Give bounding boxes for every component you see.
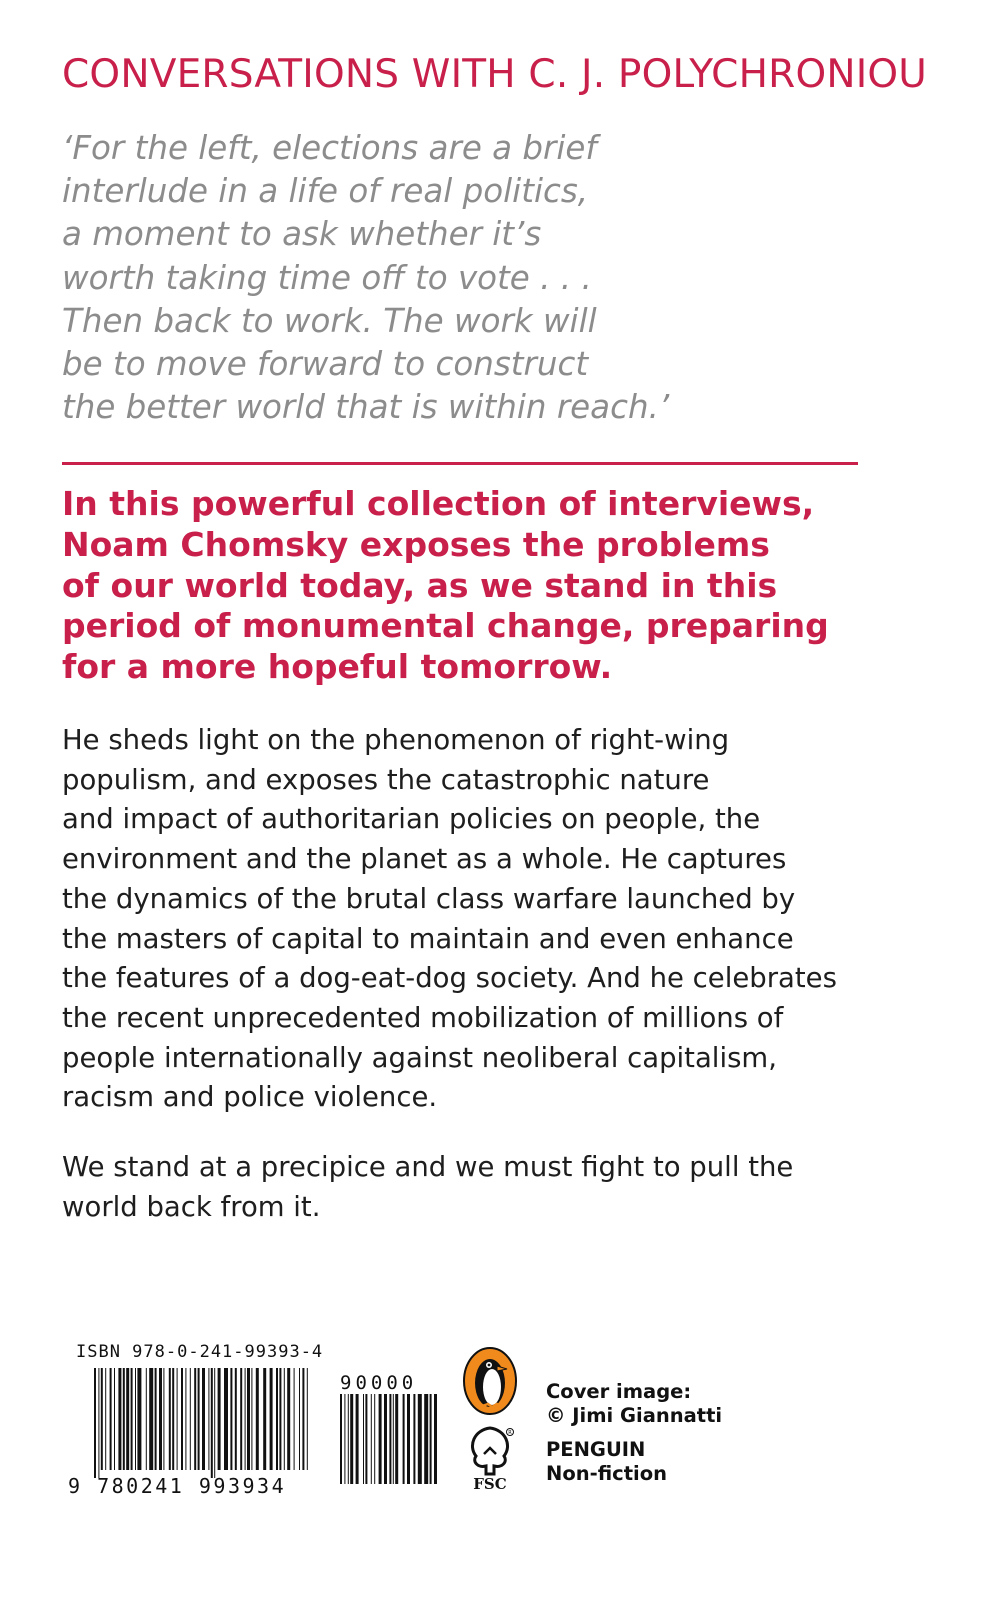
barcode-bar xyxy=(430,1394,432,1484)
book-category: Non-fiction xyxy=(546,1462,667,1485)
barcode-bar xyxy=(365,1394,367,1484)
barcode-bar xyxy=(214,1368,215,1478)
barcode-bar xyxy=(407,1394,410,1484)
barcode-bar xyxy=(251,1368,252,1470)
body-line: populism, and exposes the catastrophic nature xyxy=(62,763,710,796)
price-addon-digits: 90000 xyxy=(340,1372,418,1394)
barcode-bar xyxy=(98,1368,99,1478)
body-line: We stand at a precipice and we must fight to pull the xyxy=(62,1151,794,1183)
body-line: He sheds light on the phenomenon of right-wing xyxy=(62,724,730,756)
quote-line: the better world that is within reach.’ xyxy=(62,388,670,427)
isbn-barcode xyxy=(94,1368,316,1478)
barcode-bar xyxy=(114,1368,115,1470)
barcode-bar xyxy=(294,1368,295,1470)
cover-image-credit: © Jimi Giannatti xyxy=(546,1404,723,1427)
barcode-bar xyxy=(240,1368,242,1470)
barcode-bar xyxy=(149,1368,153,1470)
body-line: world back from it. xyxy=(62,1190,321,1223)
quote-line: ‘For the left, elections are a brief xyxy=(62,129,597,167)
barcode-bar xyxy=(350,1394,353,1484)
barcode-bar xyxy=(211,1368,213,1478)
quote-line: Then back to work. The work will xyxy=(62,301,597,340)
penguin-icon xyxy=(462,1346,518,1416)
cover-image-label: Cover image: xyxy=(546,1380,692,1403)
barcode-bar xyxy=(110,1368,112,1470)
barcode-bar xyxy=(379,1394,382,1484)
pull-quote xyxy=(62,127,669,429)
isbn-label: ISBN 978-0-241-99393-4 xyxy=(76,1342,324,1362)
barcode-bar xyxy=(307,1368,308,1470)
series-title: CONVERSATIONS WITH C. J. POLYCHRONIOU xyxy=(62,52,928,97)
barcode-bar xyxy=(101,1368,103,1470)
barcode-bar xyxy=(159,1368,162,1470)
barcode-bar xyxy=(224,1368,228,1470)
lede-line: In this powerful collection of interviews, xyxy=(62,484,815,523)
body-line: the dynamics of the brutal class warfare launched by xyxy=(62,882,796,915)
body-line: and impact of authoritarian policies on people, the xyxy=(62,803,761,836)
barcode-bar xyxy=(177,1368,178,1470)
barcode-bar xyxy=(424,1394,428,1484)
barcode-bar xyxy=(276,1368,278,1470)
lede-paragraph xyxy=(62,484,829,688)
body-line: people internationally against neoliberal capitalism, xyxy=(62,1041,777,1074)
barcode-bar xyxy=(384,1394,387,1484)
barcode-bar xyxy=(208,1368,209,1470)
price-addon-barcode xyxy=(340,1394,440,1492)
barcode-bar xyxy=(403,1394,405,1484)
lede-line: Noam Chomsky exposes the problems xyxy=(62,524,770,564)
barcode-bar xyxy=(284,1368,285,1470)
barcode-bar xyxy=(94,1368,96,1478)
barcode-bar xyxy=(256,1368,259,1470)
body-line: the masters of capital to maintain and even enhance xyxy=(62,922,794,955)
barcode-bar xyxy=(155,1368,157,1470)
barcode-bar xyxy=(123,1368,125,1470)
credits-block xyxy=(546,1380,722,1486)
body-paragraph-2 xyxy=(62,1148,793,1227)
barcode-bar xyxy=(389,1394,391,1484)
barcode-bar xyxy=(118,1368,121,1470)
barcode-bar xyxy=(434,1394,437,1484)
barcode-bar xyxy=(202,1368,205,1470)
body-line: environment and the planet as a whole. He captures xyxy=(62,843,787,876)
barcode-bar xyxy=(299,1368,300,1470)
barcode-bar xyxy=(137,1368,141,1470)
barcode-bar xyxy=(263,1368,266,1470)
barcode-bar xyxy=(287,1368,290,1470)
svg-text:R: R xyxy=(508,1430,512,1436)
barcode-bar xyxy=(413,1394,415,1484)
barcode-bar xyxy=(181,1368,183,1470)
barcode-bar xyxy=(340,1394,342,1484)
body-line: the recent unprecedented mobilization of millions of xyxy=(62,1001,784,1034)
divider-rule xyxy=(62,462,858,465)
lede-line: of our world today, as we stand in this xyxy=(62,565,778,605)
barcode-bar xyxy=(105,1368,106,1470)
fsc-label: FSC xyxy=(473,1475,507,1492)
barcode-bar xyxy=(393,1394,394,1484)
barcode-bar xyxy=(190,1368,191,1470)
barcode-bar xyxy=(348,1394,349,1484)
lede-line: for a more hopeful tomorrow. xyxy=(62,647,613,687)
barcode-bar xyxy=(235,1368,237,1470)
barcode-bar xyxy=(126,1368,129,1470)
publisher-name: PENGUIN xyxy=(546,1438,646,1461)
lede-line: period of monumental change, preparing xyxy=(62,606,829,646)
fsc-tree-icon xyxy=(462,1424,518,1492)
barcode-bar xyxy=(279,1368,281,1470)
barcode-bar xyxy=(185,1368,186,1470)
quote-line: be to move forward to construct xyxy=(62,345,589,384)
barcode-bar xyxy=(374,1394,375,1484)
barcode-bar xyxy=(172,1368,174,1470)
barcode-bar xyxy=(247,1368,250,1470)
barcode-bar xyxy=(169,1368,171,1470)
body-paragraph-1 xyxy=(62,721,837,1118)
body-line: the features of a dog-eat-dog society. And he celebrates xyxy=(62,962,837,995)
quote-line: interlude in a life of real politics, xyxy=(62,172,589,211)
barcode-bar xyxy=(418,1394,422,1484)
barcode-bar xyxy=(198,1368,200,1470)
barcode-bar xyxy=(270,1368,273,1470)
barcode-bar xyxy=(135,1368,136,1470)
barcode-digits: 9 780241 993934 xyxy=(68,1474,287,1498)
barcode-bar xyxy=(131,1368,133,1470)
barcode-bar xyxy=(363,1394,364,1484)
barcode-bar xyxy=(218,1368,221,1470)
barcode-bar xyxy=(245,1368,246,1470)
barcode-bar xyxy=(356,1394,359,1484)
barcode-bar xyxy=(371,1394,372,1484)
barcode-bar xyxy=(302,1368,304,1470)
barcode-bar xyxy=(146,1368,147,1470)
barcode-bar xyxy=(344,1394,345,1484)
body-line: racism and police violence. xyxy=(62,1081,438,1114)
barcode-bar xyxy=(194,1368,196,1470)
quote-line: worth taking time off to vote . . . xyxy=(62,258,592,297)
quote-line: a moment to ask whether it’s xyxy=(62,215,542,254)
barcode-bar xyxy=(163,1368,164,1470)
barcode-bar xyxy=(230,1368,232,1470)
barcode-bar xyxy=(395,1394,398,1484)
